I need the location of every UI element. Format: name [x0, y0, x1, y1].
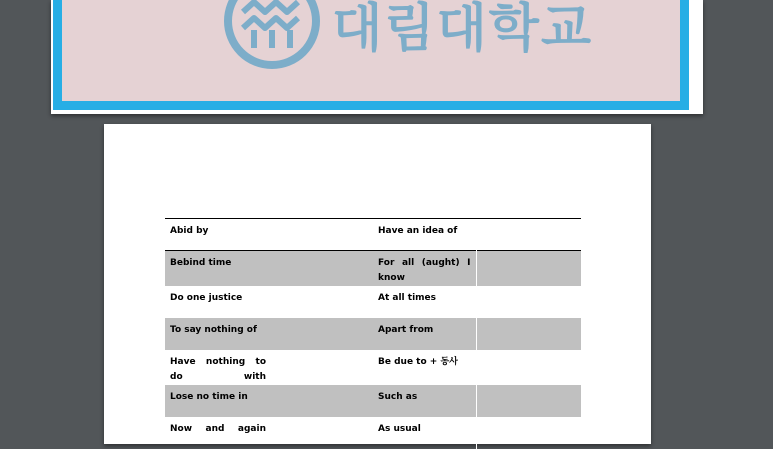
table-row	[165, 385, 581, 417]
daelim-emblem-icon	[217, 0, 327, 70]
table-row	[165, 318, 581, 350]
table-cell-empty	[476, 286, 581, 318]
logo-banner	[62, 0, 680, 101]
table-cell: Such as	[373, 385, 476, 417]
idiom-table	[165, 218, 581, 449]
table-cell: Have an idea of	[373, 219, 476, 251]
table-cell: Abid by	[165, 219, 373, 251]
table-cell-empty	[476, 385, 581, 417]
table-cell: As usual	[378, 424, 421, 434]
table-row	[165, 251, 581, 287]
table-cell-text: Have nothing to do with	[170, 357, 266, 382]
table-row	[165, 417, 581, 449]
logo-text: 대림대학교	[332, 0, 594, 59]
table-row	[165, 350, 581, 385]
document-page	[104, 124, 651, 444]
table-cell-empty	[476, 417, 581, 449]
table-cell	[165, 417, 373, 449]
logo-banner-frame	[53, 0, 689, 110]
table-cell: Apart from	[373, 318, 476, 350]
table-cell: Lose no time in	[165, 385, 373, 417]
table-cell	[165, 350, 373, 385]
table-cell: For all (aught) I know	[373, 251, 476, 287]
previous-page	[51, 0, 703, 114]
table-row	[165, 219, 581, 251]
table-cell-empty	[476, 350, 581, 385]
table-cell-empty	[476, 251, 581, 287]
table-cell: Do one justice	[170, 293, 243, 303]
table-cell-empty	[476, 219, 581, 251]
table-cell: Bebind time	[165, 251, 373, 287]
table-row	[165, 286, 581, 318]
table-cell: To say nothing of	[165, 318, 373, 350]
table-cell-empty	[476, 318, 581, 350]
table-cell: At all times	[378, 293, 437, 303]
table-cell-text: Now and again	[170, 424, 266, 434]
table-cell: Be due to + 동사	[378, 357, 458, 367]
